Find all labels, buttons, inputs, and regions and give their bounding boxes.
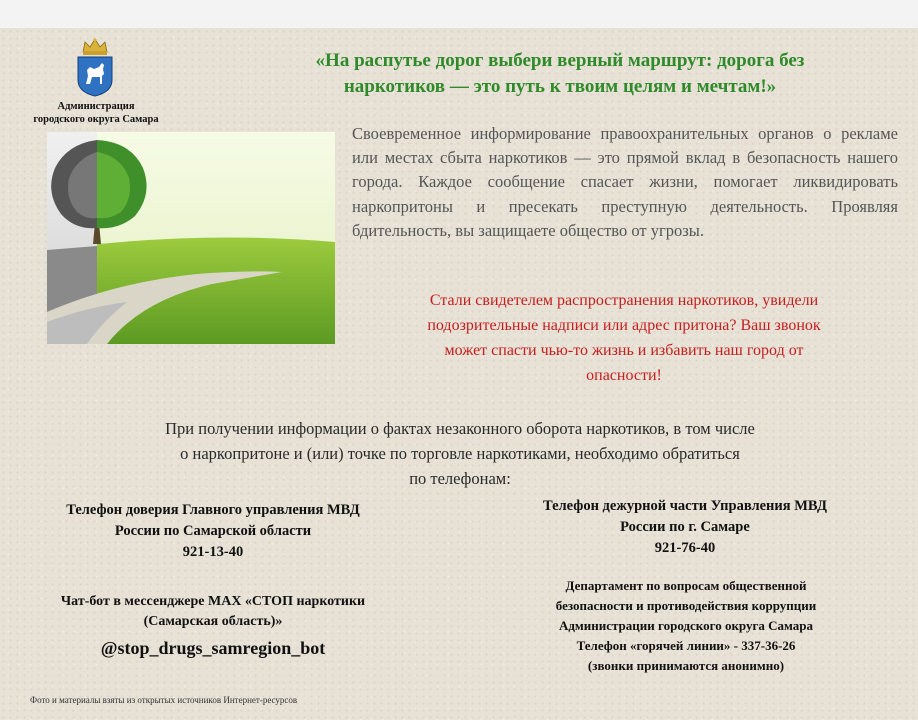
alert-line-2: подозрительные надписи или адрес притона? Ваш звонок [427,317,821,334]
admin-line-2: городского округа Самара [33,114,159,125]
department-line-3: Администрации городского округа Самара [558,618,814,633]
alert-line-1: Стали свидетелем распространения наркотиков, увидели [429,292,819,309]
department-hotline: Телефон «горячей линии» - 337-36-26 [576,638,796,653]
slogan-line-2: наркотиков — это путь к твоим целям и мечтам!» [343,76,777,97]
intro-paragraph: Своевременное информирование правоохранительных органов о рекламе или местах сбыта наркотиков — это прямой вклад в безопасность нашего города. Каждое сообщение спасает жизни, помогает ликвидировать наркопритоны и пресекать преступную деятельность. Проявляя бдительность, вы защищаете общество от угрозы. [352,124,898,240]
source-note: Фото и материалы взяты из открытых источников Интернет-ресурсов [30,695,298,705]
alert-line-4: опасности! [586,367,662,384]
slogan-heading [240,48,880,100]
call-line-2: о наркопритоне и (или) точке по торговле наркотиками, необходимо обратиться [180,444,740,463]
duty-unit-phone: 921-76-40 [654,540,716,556]
trust-line-region: России по Самарской области [114,523,312,539]
department-line-1: Департамент по вопросам общественной [565,578,807,593]
chatbot-handle: @stop_drugs_samregion_bot [100,638,326,658]
chatbot-contact [20,592,406,662]
trust-line-contact [20,500,406,563]
duty-unit-region: России по г. Самаре [620,519,750,535]
admin-line-1: Администрация [57,101,135,112]
witness-alert [350,288,898,388]
trust-line-title: Телефон доверия Главного управления МВД [66,502,360,518]
duty-unit-contact [500,496,870,559]
chatbot-region: (Самарская область)» [143,614,283,629]
department-anonymous-note: (звонки принимаются анонимно) [587,658,785,673]
call-to-action [90,416,830,491]
tree-road-photo [47,132,335,344]
call-line-3: по телефонам: [409,469,511,488]
department-line-2: безопасности и противодействия коррупции [555,598,817,613]
samara-coat-of-arms-icon [74,36,116,98]
administration-label [10,100,182,126]
slogan-line-1: «На распутье дорог выбери верный маршрут: дорога без [315,50,805,71]
trust-line-phone: 921-13-40 [182,544,244,560]
alert-line-3: может спасти чью-то жизнь и избавить наш город от [444,342,804,359]
chatbot-title: Чат-бот в мессенджере MAX «СТОП наркотики [60,594,366,609]
duty-unit-title: Телефон дежурной части Управления МВД [542,498,827,514]
top-bar [0,0,918,28]
call-line-1: При получении информации о фактах незаконного оборота наркотиков, в том числе [165,419,755,438]
department-contact [500,576,872,676]
